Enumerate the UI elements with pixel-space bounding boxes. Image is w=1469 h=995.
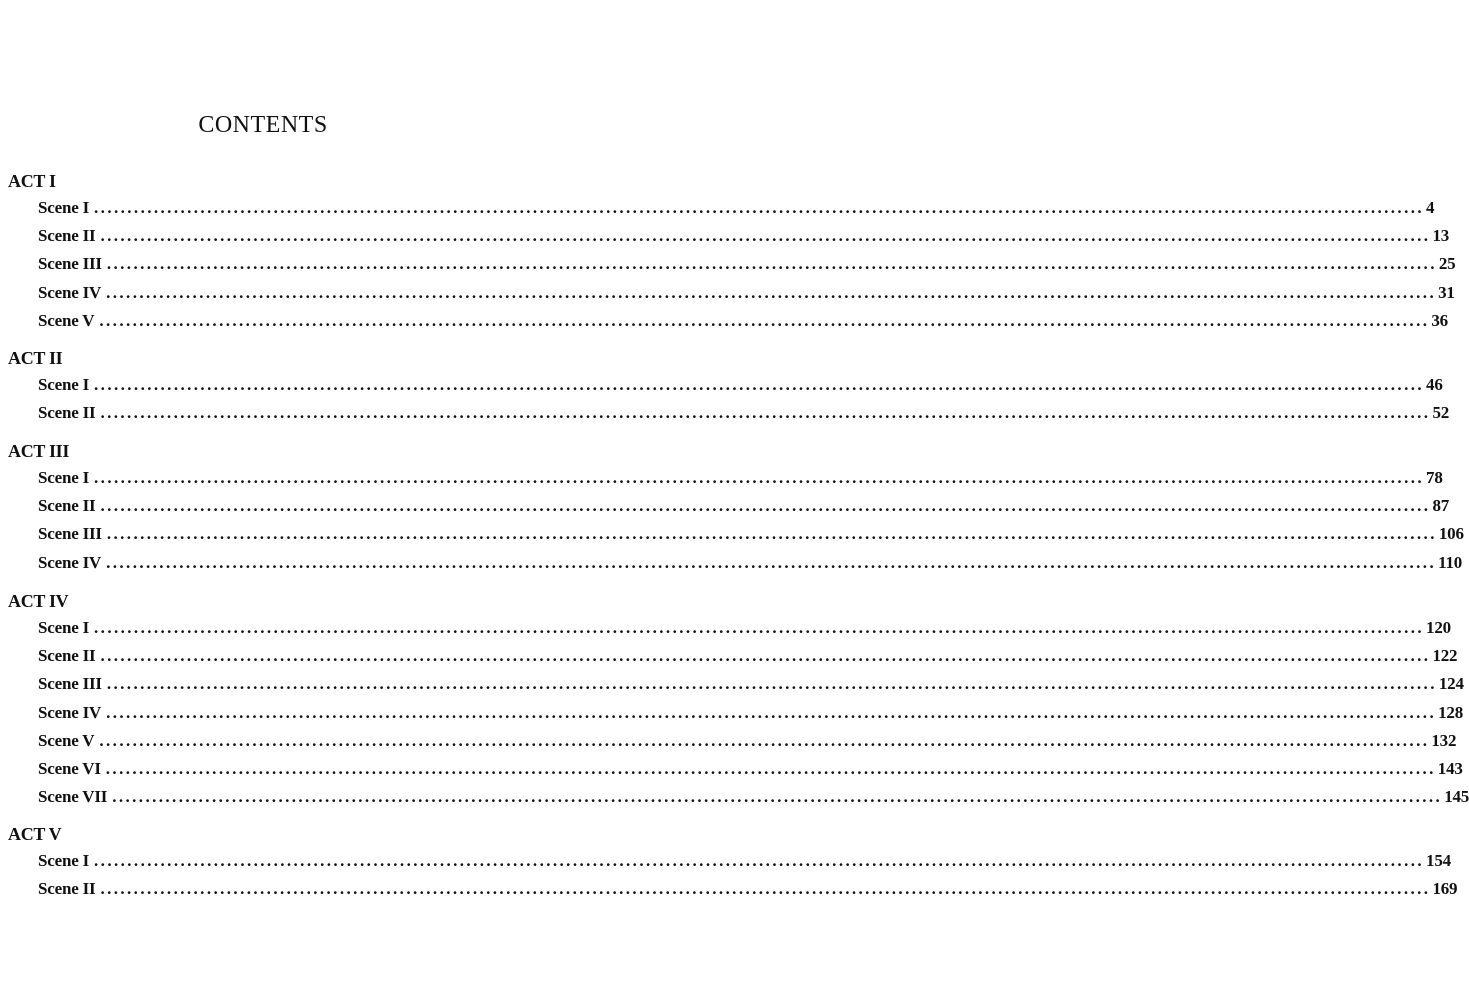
- dot-leader: ........................................................................................................................................................................................................: [99, 730, 1430, 750]
- page-number: 124: [1438, 674, 1464, 694]
- toc-entry[interactable]: [38, 727, 1457, 755]
- page-title: CONTENTS: [198, 112, 328, 138]
- dot-leader: ........................................................................................................................................................................................................: [106, 552, 1437, 572]
- page-number: 106: [1438, 524, 1464, 544]
- scene-label: Scene V: [38, 310, 95, 330]
- dot-leader: ........................................................................................................................................................................................................: [112, 787, 1443, 807]
- toc-entry[interactable]: [38, 549, 1463, 577]
- scene-label: Scene V: [38, 730, 95, 750]
- scene-label: Scene IV: [38, 552, 102, 572]
- scene-label: Scene I: [38, 375, 90, 394]
- toc-entry[interactable]: [38, 307, 1448, 335]
- dot-leader: ........................................................................................................................................................................................................: [106, 702, 1437, 722]
- scene-label: Scene I: [38, 198, 90, 217]
- page-number: 110: [1438, 552, 1463, 572]
- page-number: 145: [1444, 787, 1469, 807]
- scene-label: Scene II: [38, 403, 96, 423]
- page-number: 87: [1432, 496, 1450, 516]
- scene-label: Scene II: [38, 646, 96, 666]
- act-2-section: [8, 345, 1450, 427]
- scene-label: Scene VII: [38, 787, 108, 807]
- scene-label: Scene I: [38, 851, 90, 870]
- toc-entry[interactable]: [38, 642, 1458, 670]
- toc-entry[interactable]: [38, 755, 1463, 783]
- dot-leader: ........................................................................................................................................................................................................: [100, 226, 1431, 246]
- scene-label: Scene IV: [38, 702, 102, 722]
- toc-entry[interactable]: [38, 614, 1451, 642]
- act-4-section: [8, 588, 1469, 811]
- page-number: 52: [1432, 403, 1450, 423]
- page-number: 13: [1432, 226, 1450, 246]
- page-number: 128: [1438, 702, 1463, 722]
- scene-label: Scene IV: [38, 282, 102, 302]
- page-number: 36: [1431, 310, 1448, 330]
- dot-leader: ........................................................................................................................................................................................................: [94, 375, 1425, 394]
- scene-label: Scene II: [38, 226, 96, 246]
- dot-leader: ........................................................................................................................................................................................................: [106, 674, 1437, 694]
- scene-label: Scene III: [38, 524, 102, 544]
- toc-entry[interactable]: [38, 399, 1450, 427]
- dot-leader: ........................................................................................................................................................................................................: [94, 618, 1425, 637]
- dot-leader: ........................................................................................................................................................................................................: [100, 646, 1431, 666]
- dot-leader: ........................................................................................................................................................................................................: [94, 198, 1425, 217]
- dot-leader: ........................................................................................................................................................................................................: [106, 282, 1437, 302]
- toc-entry[interactable]: [38, 250, 1456, 278]
- act-heading: ACT II: [8, 348, 63, 368]
- scene-label: Scene I: [38, 618, 90, 637]
- scene-label: Scene VI: [38, 758, 101, 778]
- dot-leader: ........................................................................................................................................................................................................: [99, 310, 1430, 330]
- page-number: 31: [1438, 282, 1455, 302]
- dot-leader: ........................................................................................................................................................................................................: [106, 524, 1437, 544]
- toc-entry[interactable]: [38, 875, 1458, 903]
- toc-entry[interactable]: [38, 783, 1469, 811]
- act-5-section: [8, 821, 1458, 903]
- scene-label: Scene II: [38, 879, 96, 899]
- scene-label: Scene III: [38, 254, 102, 274]
- page-number: 46: [1426, 375, 1443, 394]
- page-number: 120: [1426, 618, 1451, 637]
- dot-leader: ........................................................................................................................................................................................................: [106, 254, 1437, 274]
- page-number: 154: [1426, 851, 1451, 870]
- page-number: 143: [1437, 758, 1463, 778]
- toc-entry[interactable]: [38, 222, 1450, 250]
- toc-entry[interactable]: [38, 699, 1463, 727]
- scene-label: Scene III: [38, 674, 102, 694]
- toc-entry[interactable]: [38, 194, 1435, 222]
- toc-entry[interactable]: [38, 847, 1451, 875]
- act-heading: ACT I: [8, 171, 56, 191]
- toc-entry[interactable]: [38, 371, 1443, 399]
- page-number: 4: [1426, 198, 1435, 217]
- toc-entry[interactable]: [38, 464, 1443, 492]
- scene-label: Scene II: [38, 496, 96, 516]
- dot-leader: ........................................................................................................................................................................................................: [94, 851, 1425, 870]
- toc-entry[interactable]: [38, 492, 1450, 520]
- page-number: 78: [1426, 468, 1443, 487]
- toc-entry[interactable]: [38, 670, 1464, 698]
- dot-leader: ........................................................................................................................................................................................................: [100, 879, 1431, 899]
- page-number: 122: [1432, 646, 1458, 666]
- page-number: 132: [1431, 730, 1457, 750]
- dot-leader: ........................................................................................................................................................................................................: [100, 403, 1431, 423]
- page-number: 169: [1432, 879, 1458, 899]
- dot-leader: ........................................................................................................................................................................................................: [105, 758, 1436, 778]
- act-heading: ACT V: [8, 824, 62, 844]
- toc-entry[interactable]: [38, 279, 1455, 307]
- scene-label: Scene I: [38, 468, 90, 487]
- act-3-section: [8, 438, 1464, 577]
- act-heading: ACT IV: [8, 591, 69, 611]
- act-heading: ACT III: [8, 441, 70, 461]
- page-number: 25: [1438, 254, 1456, 274]
- act-1-section: [8, 168, 1456, 335]
- toc-entry[interactable]: [38, 520, 1464, 548]
- dot-leader: ........................................................................................................................................................................................................: [94, 468, 1425, 487]
- dot-leader: ........................................................................................................................................................................................................: [100, 496, 1431, 516]
